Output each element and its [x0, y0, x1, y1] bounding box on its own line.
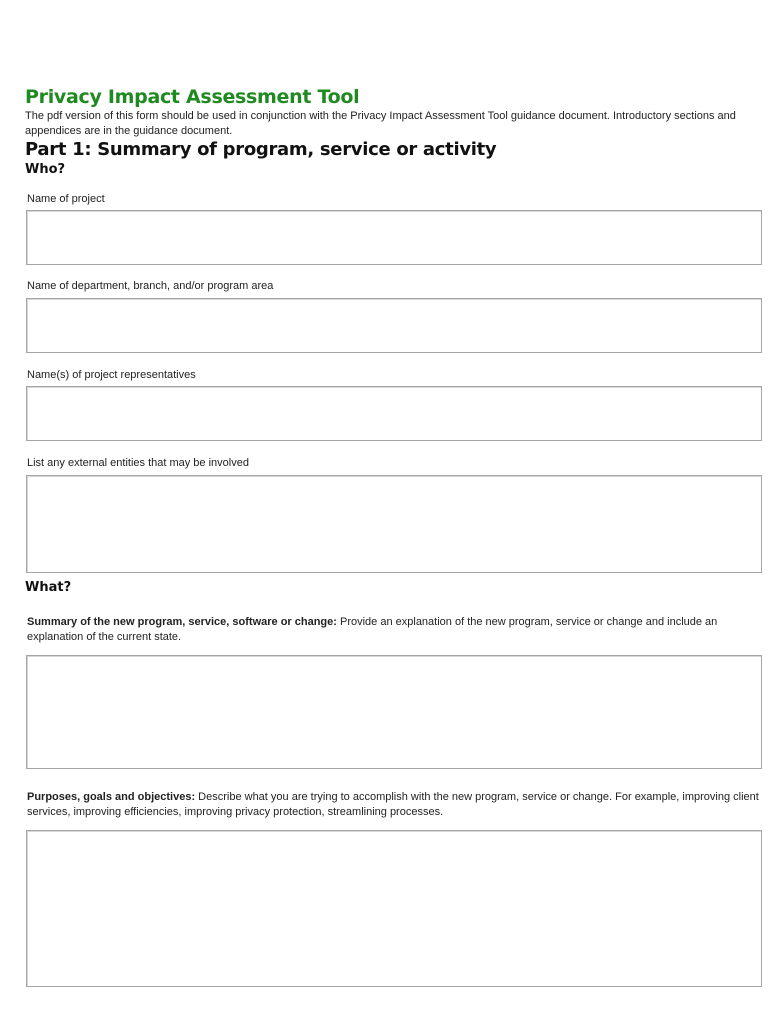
who-heading: Who?	[25, 162, 66, 177]
representatives-field[interactable]	[26, 386, 762, 441]
external-entities-label: List any external entities that may be involved	[27, 457, 249, 469]
project-name-field[interactable]	[26, 210, 762, 265]
what-heading: What?	[25, 580, 72, 595]
summary-field[interactable]	[26, 655, 762, 769]
external-entities-field[interactable]	[26, 475, 762, 573]
purposes-label	[27, 790, 762, 820]
purposes-field[interactable]	[26, 830, 762, 987]
department-field[interactable]	[26, 298, 762, 353]
project-name-label: Name of project	[27, 193, 105, 205]
purposes-label-bold: Purposes, goals and objectives:	[27, 791, 196, 803]
summary-label	[27, 615, 762, 645]
summary-label-text: Provide an explanation of the new program, service or change and include an explanation of the current state.	[27, 616, 718, 643]
department-label: Name of department, branch, and/or program area	[27, 280, 274, 292]
part1-heading: Part 1: Summary of program, service or activity	[25, 139, 497, 160]
intro-text: The pdf version of this form should be used in conjunction with the Privacy Impact Assessment Tool guidance document. Introductory sections and appendices are in the guidance document.	[25, 110, 736, 137]
summary-label-bold: Summary of the new program, service, software or change:	[27, 616, 337, 628]
purposes-label-text: Describe what you are trying to accomplish with the new program, service or change. For example, improving client services, improving efficiencies, improving privacy protection, streamlining processes.	[27, 791, 759, 818]
form-title: Privacy Impact Assessment Tool	[25, 86, 360, 108]
representatives-label: Name(s) of project representatives	[27, 369, 196, 381]
